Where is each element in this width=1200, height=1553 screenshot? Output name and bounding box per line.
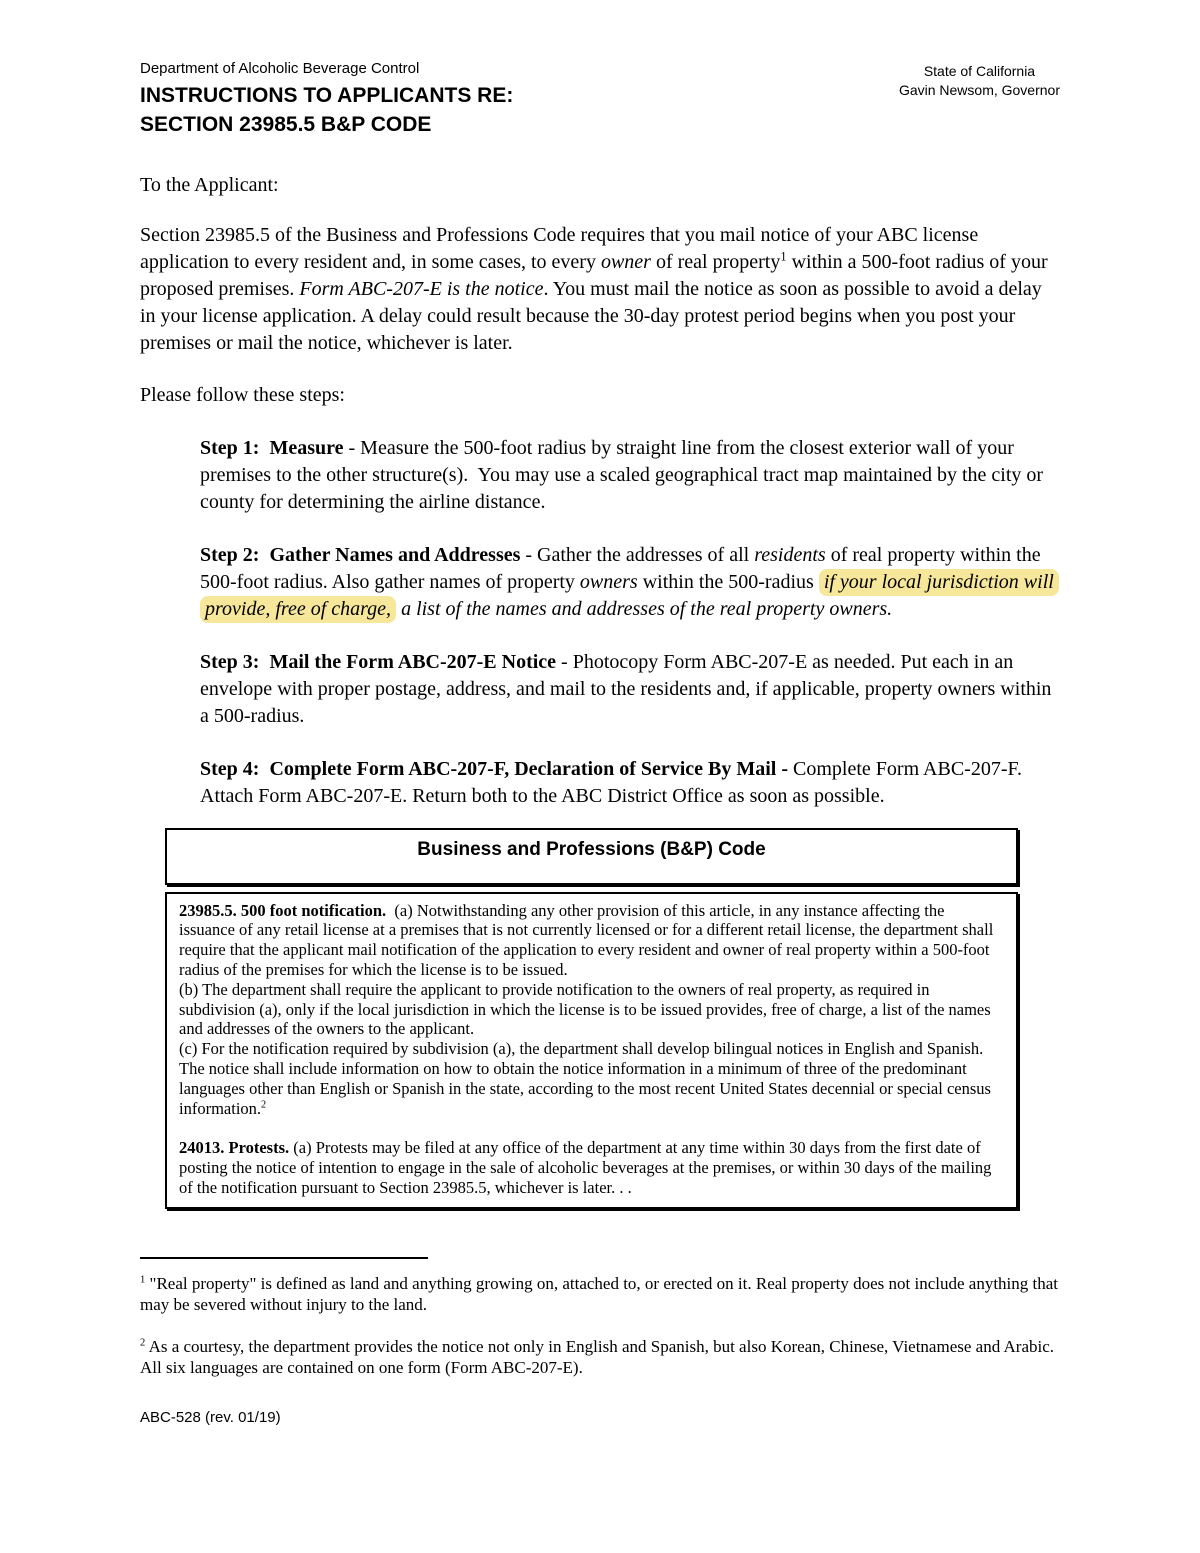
form-number: ABC-528 (rev. 01/19)	[140, 1408, 281, 1426]
bp-section-24013: 24013. Protests. (a) Protests may be filed at any office of the department at any time within 30 days from the first date of posting the notice of intention to engage in the sale of alcoholic beverages at the premises, or within 30 days of the mailing of the notification pursuant to Section 23985.5, whichever is later. . .	[179, 1138, 992, 1198]
step-3-paragraph: Step 3: Mail the Form ABC-207-E Notice - Photocopy Form ABC-207-E as needed. Put each in an envelope with proper postage, address, and mail to the residents and, if applicable, property owners within a 500-radius.	[200, 650, 1052, 727]
intro-paragraph: Section 23985.5 of the Business and Professions Code requires that you mail notice of your ABC license application to every resident and, in some cases, to every owner of real property$^1$ within a 500-foot radius of your proposed premises. Form ABC-207-E is the notice. You must mail the notice as soon as possible to avoid a delay in your license application. A delay could result because the 30-day protest period begins when you post your premises or mail the notice, whichever is later.	[140, 223, 1048, 354]
step-2-paragraph: Step 2: Gather Names and Addresses - Gather the addresses of all residents of real property within the 500-foot radius. Also gather names of property owners within the 500-radius if your local jurisdiction will provide, free of charge, a list of the names and addresses of the real property owners.	[200, 542, 1060, 623]
document-title-line2: SECTION 23985.5 B&P CODE	[140, 112, 432, 136]
department-name: Department of Alcoholic Beverage Control	[140, 60, 420, 77]
footnote-2	[140, 1336, 1060, 1379]
document-title	[140, 82, 513, 140]
page-header	[140, 60, 1060, 140]
header-left	[140, 60, 513, 140]
bp-section-23985-block-a: 23985.5. 500 foot notification. (a) Notwithstanding any other provision of this article, in any instance affecting the issuance of any retail license at a premises that is not currently licensed or for a different retail license, the department shall require that the applicant mail notification of the application to every resident and owner of real property within a 500-foot radius of the premises for which the license is to be issued.	[179, 900, 994, 980]
footnote-1-marker: 1	[140, 1274, 146, 1286]
header-right	[899, 60, 1060, 100]
state-name: State of California	[923, 63, 1036, 79]
salutation: To the Applicant:	[140, 173, 279, 196]
bp-section-23985-block-c: (c) For the notification required by subdivision (a), the department shall develop bilingual notices in English and Spanish. The notice shall include information on how to obtain the notice information in a minimum of three of the predominant languages other than English or Spanish in the state, according to the most recent United States decennial or special census information.$^2$	[179, 1039, 991, 1118]
bp-code-box	[165, 828, 1018, 1209]
bp-section-gap	[179, 1118, 1004, 1138]
step-4-paragraph: Step 4: Complete Form ABC-207-F, Declaration of Service By Mail - Complete Form ABC-207-F. Attach Form ABC-207-E. Return both to the ABC District Office as soon as possible.	[200, 757, 1022, 807]
footnote-2-text: As a courtesy, the department provides the notice not only in English and Spanish, but also Korean, Chinese, Vietnamese and Arabic. All six languages are contained on one form (Form ABC-207-E).	[140, 1336, 1059, 1378]
footnote-2-marker: 2	[140, 1337, 146, 1349]
document-title-line1: INSTRUCTIONS TO APPLICANTS RE:	[140, 83, 514, 107]
footnote-1-text: "Real property" is defined as land and anything growing on, attached to, or erected on it. Real property does not include anything that may be severed without injury to the land.	[140, 1273, 1059, 1315]
footnote-1	[140, 1273, 1060, 1316]
step-1-paragraph: Step 1: Measure - Measure the 500-foot radius by straight line from the closest exterior wall of your premises to the other structure(s). You may use a scaled geographical tract map maintained by the city or county for determining the airline distance.	[200, 436, 1044, 513]
steps-intro: Please follow these steps:	[140, 383, 345, 406]
bp-section-23985-block-b: (b) The department shall require the applicant to provide notification to the owners of real property, as required in subdivision (a), only if the local jurisdiction in which the license is to be issued provides, free of charge, a list of the names and addresses of the owners to the applicant.	[179, 979, 991, 1039]
bp-code-box-title: Business and Professions (B&P) Code	[165, 828, 1018, 885]
footnote-divider	[140, 1257, 428, 1259]
governor-name: Gavin Newsom, Governor	[898, 81, 1060, 98]
bp-code-box-body	[165, 892, 1018, 1209]
